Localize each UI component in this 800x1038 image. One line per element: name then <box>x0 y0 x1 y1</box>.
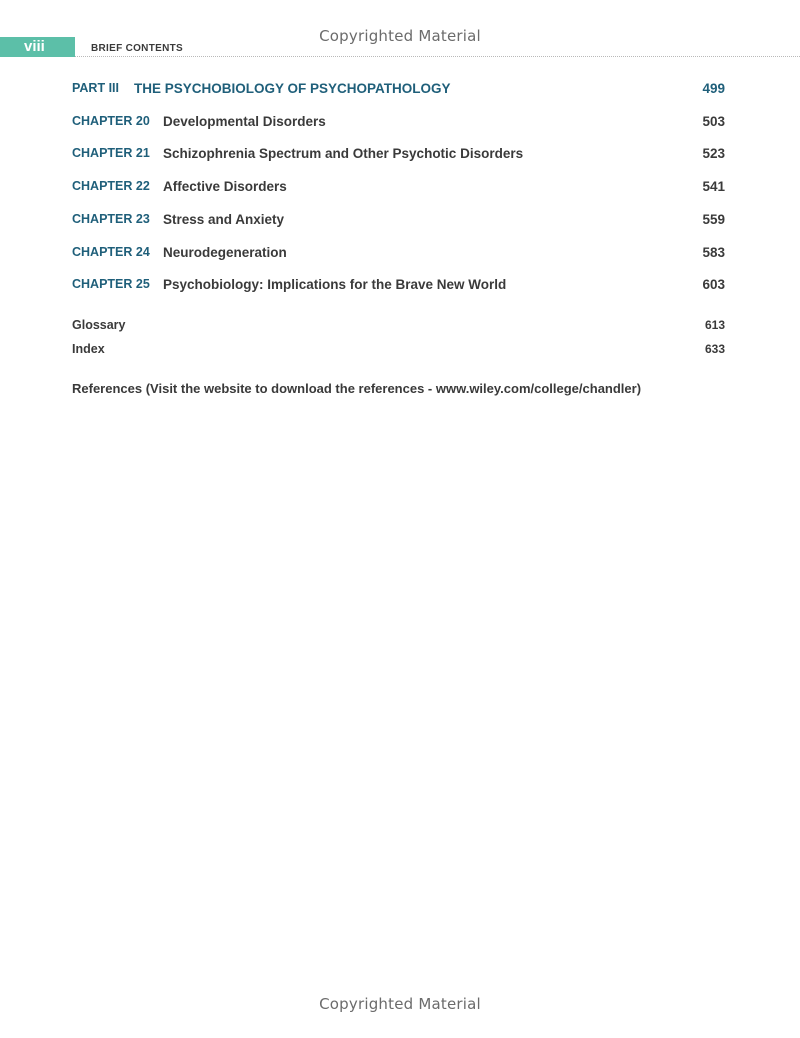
back-matter-page-number: 633 <box>704 342 725 356</box>
chapter-page-number: 583 <box>702 245 725 260</box>
copyright-watermark-top: Copyrighted Material <box>319 27 481 45</box>
part-title: THE PSYCHOBIOLOGY OF PSYCHOPATHOLOGY <box>134 81 451 96</box>
page-header <box>0 37 800 59</box>
toc-index-row[interactable] <box>72 342 725 362</box>
chapter-label: CHAPTER 22 <box>72 179 150 193</box>
running-head: BRIEF CONTENTS <box>91 43 183 54</box>
chapter-label: CHAPTER 24 <box>72 245 150 259</box>
back-matter-title: Index <box>72 342 105 356</box>
page-number-tab: viii <box>0 37 75 57</box>
part-page-number: 499 <box>702 81 725 96</box>
chapter-page-number: 603 <box>702 277 725 292</box>
chapter-page-number: 541 <box>702 179 725 194</box>
toc-chapter-row[interactable] <box>72 277 725 297</box>
chapter-label: CHAPTER 25 <box>72 277 150 291</box>
references-note: References (Visit the website to download the references - www.wiley.com/college/chandler) <box>72 381 642 396</box>
chapter-page-number: 503 <box>702 114 725 129</box>
chapter-title: Neurodegeneration <box>163 245 287 260</box>
toc-chapter-row[interactable] <box>72 212 725 232</box>
chapter-label: CHAPTER 23 <box>72 212 150 226</box>
chapter-title: Stress and Anxiety <box>163 212 285 227</box>
copyright-watermark-bottom: Copyrighted Material <box>319 995 481 1013</box>
chapter-title: Affective Disorders <box>163 179 287 194</box>
part-label: PART III <box>72 81 119 95</box>
chapter-title: Developmental Disorders <box>163 114 326 129</box>
chapter-title: Schizophrenia Spectrum and Other Psychotic Disorders <box>163 146 524 161</box>
toc-chapter-row[interactable] <box>72 179 725 199</box>
chapter-page-number: 523 <box>702 146 725 161</box>
toc-chapter-row[interactable] <box>72 245 725 265</box>
back-matter-title: Glossary <box>72 318 126 332</box>
back-matter-page-number: 613 <box>704 318 725 332</box>
chapter-title: Psychobiology: Implications for the Brave New World <box>163 277 507 292</box>
toc-glossary-row[interactable] <box>72 318 725 338</box>
chapter-label: CHAPTER 20 <box>72 114 150 128</box>
toc-chapter-row[interactable] <box>72 114 725 134</box>
chapter-label: CHAPTER 21 <box>72 146 150 160</box>
toc-part-row[interactable] <box>72 81 725 101</box>
header-rule <box>75 56 800 57</box>
chapter-page-number: 559 <box>702 212 725 227</box>
toc-chapter-row[interactable] <box>72 146 725 166</box>
